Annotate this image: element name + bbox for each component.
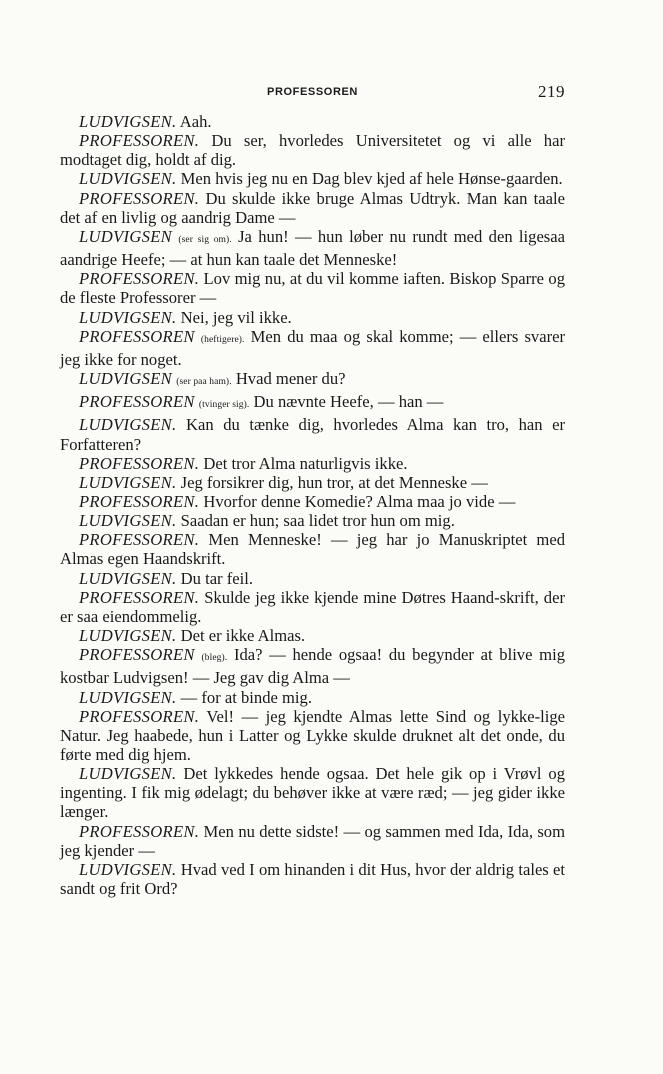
dialogue-line: [60, 645, 565, 687]
spoken-text: Skulde jeg ikke kjende mine Døtres Haand-skrift, der er saa eiendommelig.: [60, 587, 565, 626]
dialogue-line: [60, 454, 565, 473]
dialogue-line: [60, 822, 565, 860]
dialogue-line: [60, 415, 565, 453]
speaker-name: PROFESSOREN.: [79, 587, 200, 607]
dialogue-line: [60, 131, 565, 169]
spoken-text: Jeg forsikrer dig, hun tror, at det Menneske —: [176, 472, 488, 492]
stage-direction: (ser paa ham).: [176, 377, 232, 388]
spoken-text: Ja hun! — hun løber nu rundt med den ligesaa aandrige Heefe; — at hun kan taale det Menneske!: [60, 226, 565, 270]
spoken-text: Det lykkedes hende ogsaa. Det hele gik op i Vrøvl og ingenting. I fik mig ødelagt; du behøver ikke at være ræd; — jeg gider ikke længer.: [60, 764, 565, 822]
dialogue-line: [60, 112, 565, 131]
spoken-text: Ida? — hende ogsaa! du begynder at blive mig kostbar Ludvigsen! — Jeg gav dig Alma —: [60, 645, 565, 688]
dialogue-line: [60, 308, 565, 327]
dialogue-line: [60, 569, 565, 588]
dialogue-line: [60, 511, 565, 530]
spoken-text: Men nu dette sidste! — og sammen med Ida, Ida, som jeg kjender —: [60, 821, 565, 860]
speaker-name: LUDVIGSEN.: [79, 511, 177, 531]
dialogue-line: [60, 269, 565, 307]
page-header: [60, 82, 565, 104]
spoken-text: Hvad ved I om hinanden i dit Hus, hvor der aldrig tales et sandt og frit Ord?: [60, 859, 565, 899]
dialogue-line: [60, 392, 565, 415]
speaker-name: LUDVIGSEN.: [79, 764, 177, 784]
dialogue-line: [60, 764, 565, 821]
speaker-name: PROFESSOREN.: [79, 131, 200, 151]
speaker-name: LUDVIGSEN.: [79, 626, 177, 646]
speaker-name: LUDVIGSEN.: [79, 859, 177, 879]
dialogue-line: [60, 626, 565, 645]
speaker-name: PROFESSOREN.: [79, 530, 200, 550]
speaker-name: PROFESSOREN.: [79, 821, 200, 841]
stage-direction: (ser sig om).: [178, 234, 232, 245]
spoken-text: Du skulde ikke bruge Almas Udtryk. Man kan taale det af en livlig og aandrig Dame —: [60, 188, 565, 227]
spoken-text: Det er ikke Almas.: [176, 626, 306, 646]
speaker-name: PROFESSOREN: [79, 326, 195, 346]
stage-direction: (bleg).: [201, 653, 228, 664]
stage-direction: (tvinger sig).: [198, 400, 250, 411]
spoken-text: Men hvis jeg nu en Dag blev kjed af hele Hønse-gaarden.: [176, 169, 563, 189]
dialogue-line: [60, 189, 565, 227]
spoken-text: Du ser, hvorledes Universitetet og vi alle har modtaget dig, holdt af dig.: [60, 131, 565, 170]
speaker-name: LUDVIGSEN.: [79, 307, 177, 327]
dialogue-line: [60, 588, 565, 626]
spoken-text: — for at binde mig.: [176, 687, 312, 707]
page-number: 219: [538, 82, 565, 101]
spoken-text: Vel! — jeg kjendte Almas lette Sind og lykke-lige Natur. Jeg haabede, hun i Latter og Lykke skulde druknet alt det onde, du førte med dig hjem.: [60, 706, 565, 764]
speaker-name: LUDVIGSEN: [79, 369, 173, 389]
spoken-text: Lov mig nu, at du vil komme iaften. Biskop Sparre og de fleste Professorer —: [60, 269, 565, 308]
speaker-name: PROFESSOREN.: [79, 188, 200, 208]
speaker-name: LUDVIGSEN.: [79, 568, 177, 588]
speaker-name: PROFESSOREN.: [79, 453, 200, 473]
spoken-text: Men du maa og skal komme; — ellers svarer jeg ikke for noget.: [60, 326, 565, 369]
speaker-name: PROFESSOREN.: [79, 491, 200, 511]
speaker-name: LUDVIGSEN.: [79, 169, 177, 189]
dialogue-line: [60, 369, 565, 392]
dialogue-line: [60, 860, 565, 898]
speaker-name: PROFESSOREN.: [79, 706, 200, 726]
dialogue-line: [60, 227, 565, 269]
dialogue-line: [60, 473, 565, 492]
speaker-name: PROFESSOREN: [79, 392, 195, 412]
spoken-text: Men Menneske! — jeg har jo Manuskriptet med Almas egen Haandskrift.: [60, 530, 565, 569]
speaker-name: LUDVIGSEN.: [79, 687, 177, 707]
spoken-text: Det tror Alma naturligvis ikke.: [199, 453, 408, 473]
speaker-name: LUDVIGSEN: [79, 226, 173, 246]
spoken-text: Saadan er hun; saa lidet tror hun om mig.: [176, 511, 455, 531]
spoken-text: Hvad mener du?: [231, 369, 346, 389]
spoken-text: Aah.: [176, 112, 212, 131]
speaker-name: PROFESSOREN: [79, 645, 195, 665]
dialogue-line: [60, 492, 565, 511]
spoken-text: Hvorfor denne Komedie? Alma maa jo vide —: [199, 491, 516, 511]
speaker-name: PROFESSOREN.: [79, 269, 200, 289]
speaker-name: LUDVIGSEN.: [79, 472, 177, 492]
spoken-text: Du nævnte Heefe, — han —: [249, 392, 444, 412]
spoken-text: Du tar feil.: [176, 568, 253, 588]
running-title: PROFESSOREN: [267, 86, 358, 98]
spoken-text: Kan du tænke dig, hvorledes Alma kan tro, han er Forfatteren?: [60, 415, 565, 454]
dialogue-line: [60, 688, 565, 707]
spoken-text: Nei, jeg vil ikke.: [176, 307, 292, 327]
stage-direction: (heftigere).: [200, 334, 245, 345]
dialogue-line: [60, 169, 565, 188]
dialogue-body: [60, 112, 565, 898]
speaker-name: LUDVIGSEN.: [79, 415, 177, 435]
dialogue-line: [60, 327, 565, 369]
dialogue-line: [60, 707, 565, 764]
speaker-name: LUDVIGSEN.: [79, 112, 177, 131]
dialogue-line: [60, 530, 565, 568]
